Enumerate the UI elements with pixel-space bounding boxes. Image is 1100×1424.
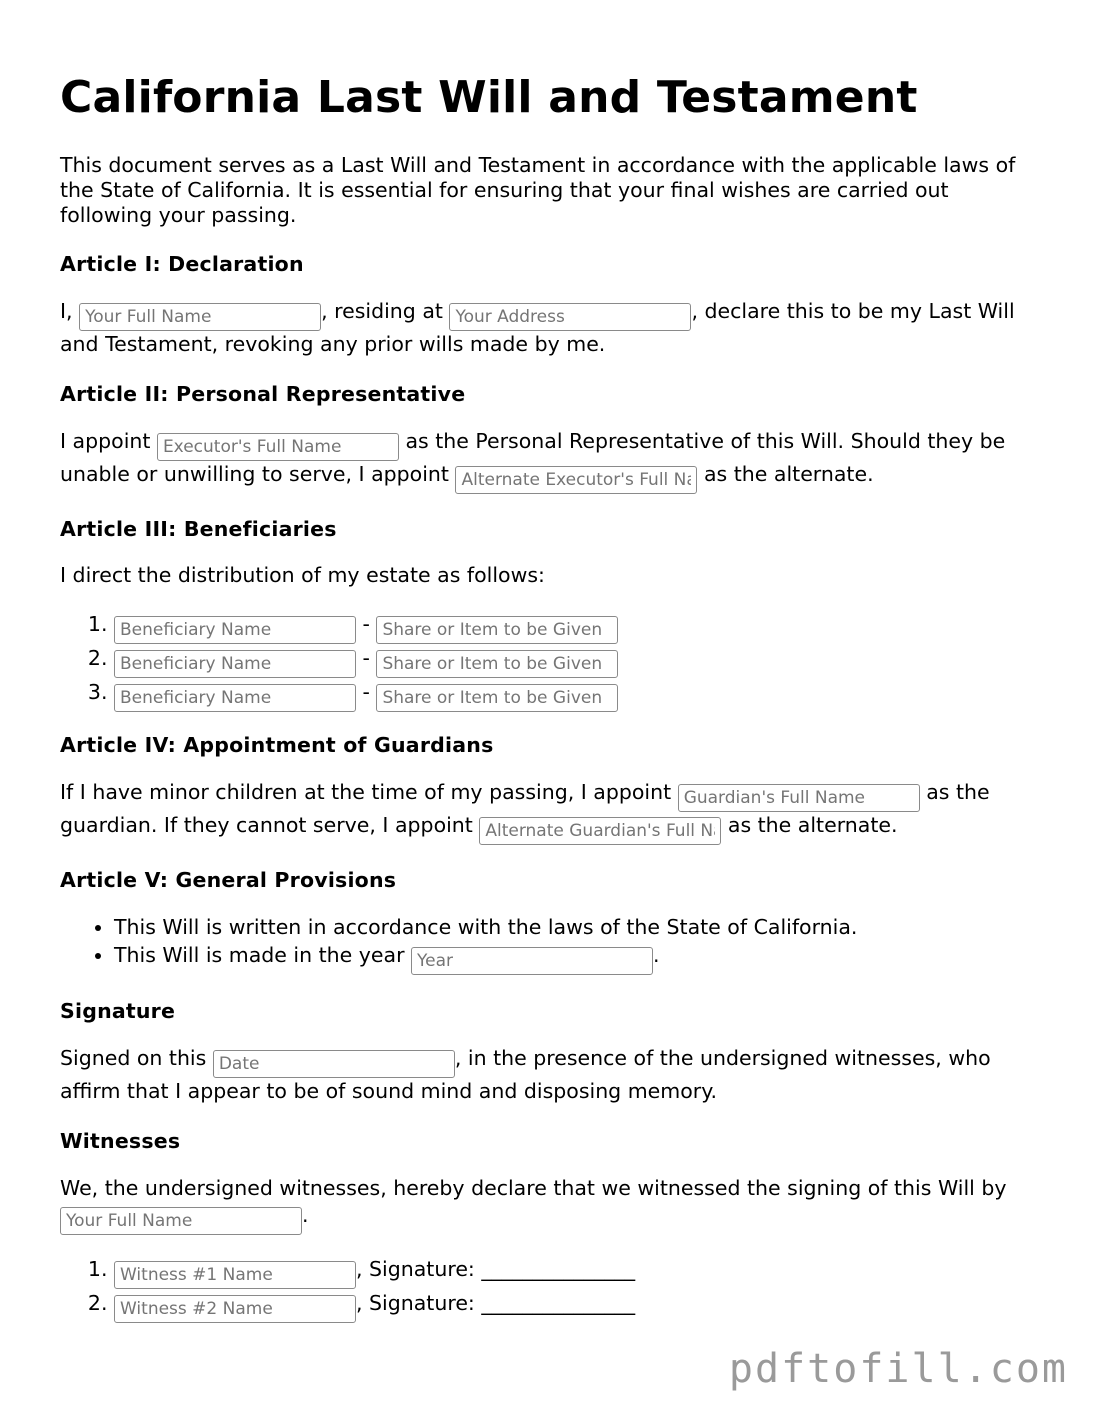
provisions-list	[60, 913, 1045, 975]
testator-name-input[interactable]	[79, 303, 321, 331]
intro-paragraph: This document serves as a Last Will and Testament in accordance with the applicable laws of the State of California. It is essential for ensuring that your final wishes are carried out following your passing.	[60, 152, 1016, 228]
date-input[interactable]	[213, 1050, 455, 1078]
beneficiary-2-share-input[interactable]	[376, 650, 618, 678]
article-5-heading: Article V: General Provisions	[60, 867, 397, 892]
article-2-text: I appoint Executor's Full Name as the Personal Representative of this Will. Should they be unable or unwilling to serve, I appoint Alternate Executor's Full Name as the alternate.	[60, 428, 1045, 494]
watermark: pdftofill.com	[728, 1346, 1068, 1392]
article-1-heading: Article I: Declaration	[60, 252, 304, 277]
provision-item: • This Will is written in accordance with the laws of the State of California.	[114, 913, 1045, 941]
beneficiary-1-name-input[interactable]	[114, 616, 356, 644]
beneficiary-row: Beneficiary Name 1. - Share or Item to be Given	[114, 610, 1045, 644]
beneficiary-3-name-input[interactable]	[114, 684, 356, 712]
article-4-heading: Article IV: Appointment of Guardians	[60, 733, 494, 758]
witness-2-name-input[interactable]	[114, 1295, 356, 1323]
beneficiary-list	[60, 610, 1045, 712]
alternate-executor-input[interactable]	[455, 466, 697, 494]
witnesses-text: We, the undersigned witnesses, hereby declare that we witnessed the signing of this Will by Your Full Name.	[60, 1175, 1045, 1236]
beneficiary-3-share-input[interactable]	[376, 684, 618, 712]
year-input[interactable]	[411, 947, 653, 975]
will-document	[60, 72, 1045, 1323]
article-3-heading: Article III: Beneficiaries	[60, 516, 337, 541]
alternate-guardian-input[interactable]	[479, 817, 721, 845]
signature-text: Signed on this Date , in the presence of the undersigned witnesses, who affirm that I appear to be of sound mind and disposing memory.	[60, 1045, 1045, 1106]
witness-row	[114, 1289, 1045, 1323]
executor-name-input[interactable]	[157, 433, 399, 461]
article-3-text: I direct the distribution of my estate as follows:	[60, 563, 545, 588]
witnesses-heading: Witnesses	[60, 1128, 181, 1153]
article-4-text: If I have minor children at the time of my passing, I appoint Guardian's Full Name as the guardian. If they cannot serve, I appoint Alternate Guardian's Full Name as the alternate.	[60, 779, 1045, 845]
beneficiary-1-share-input[interactable]	[376, 616, 618, 644]
beneficiary-row: Beneficiary Name 2. - Share or Item to be Given	[114, 644, 1045, 678]
witness-row	[114, 1255, 1045, 1289]
page-title: California Last Will and Testament	[60, 72, 918, 123]
witness-1-signature-line: , Signature: _______________	[356, 1257, 636, 1282]
signature-heading: Signature	[60, 999, 176, 1024]
article-2-heading: Article II: Personal Representative	[60, 381, 466, 406]
article-1-text: I, Your Full Name , residing at Your Address , declare this to be my Last Will and Testament, revoking any prior wills made by me.	[60, 298, 1045, 359]
witness-testator-name-input[interactable]	[60, 1207, 302, 1235]
beneficiary-2-name-input[interactable]	[114, 650, 356, 678]
testator-address-input[interactable]	[449, 303, 691, 331]
witness-1-name-input[interactable]	[114, 1261, 356, 1289]
witness-list	[60, 1255, 1045, 1323]
witness-2-signature-line: , Signature: _______________	[356, 1291, 636, 1316]
guardian-name-input[interactable]	[678, 784, 920, 812]
beneficiary-row: Beneficiary Name 3. - Share or Item to be Given	[114, 678, 1045, 712]
provision-item: • This Will is made in the year Year .	[114, 941, 1045, 975]
